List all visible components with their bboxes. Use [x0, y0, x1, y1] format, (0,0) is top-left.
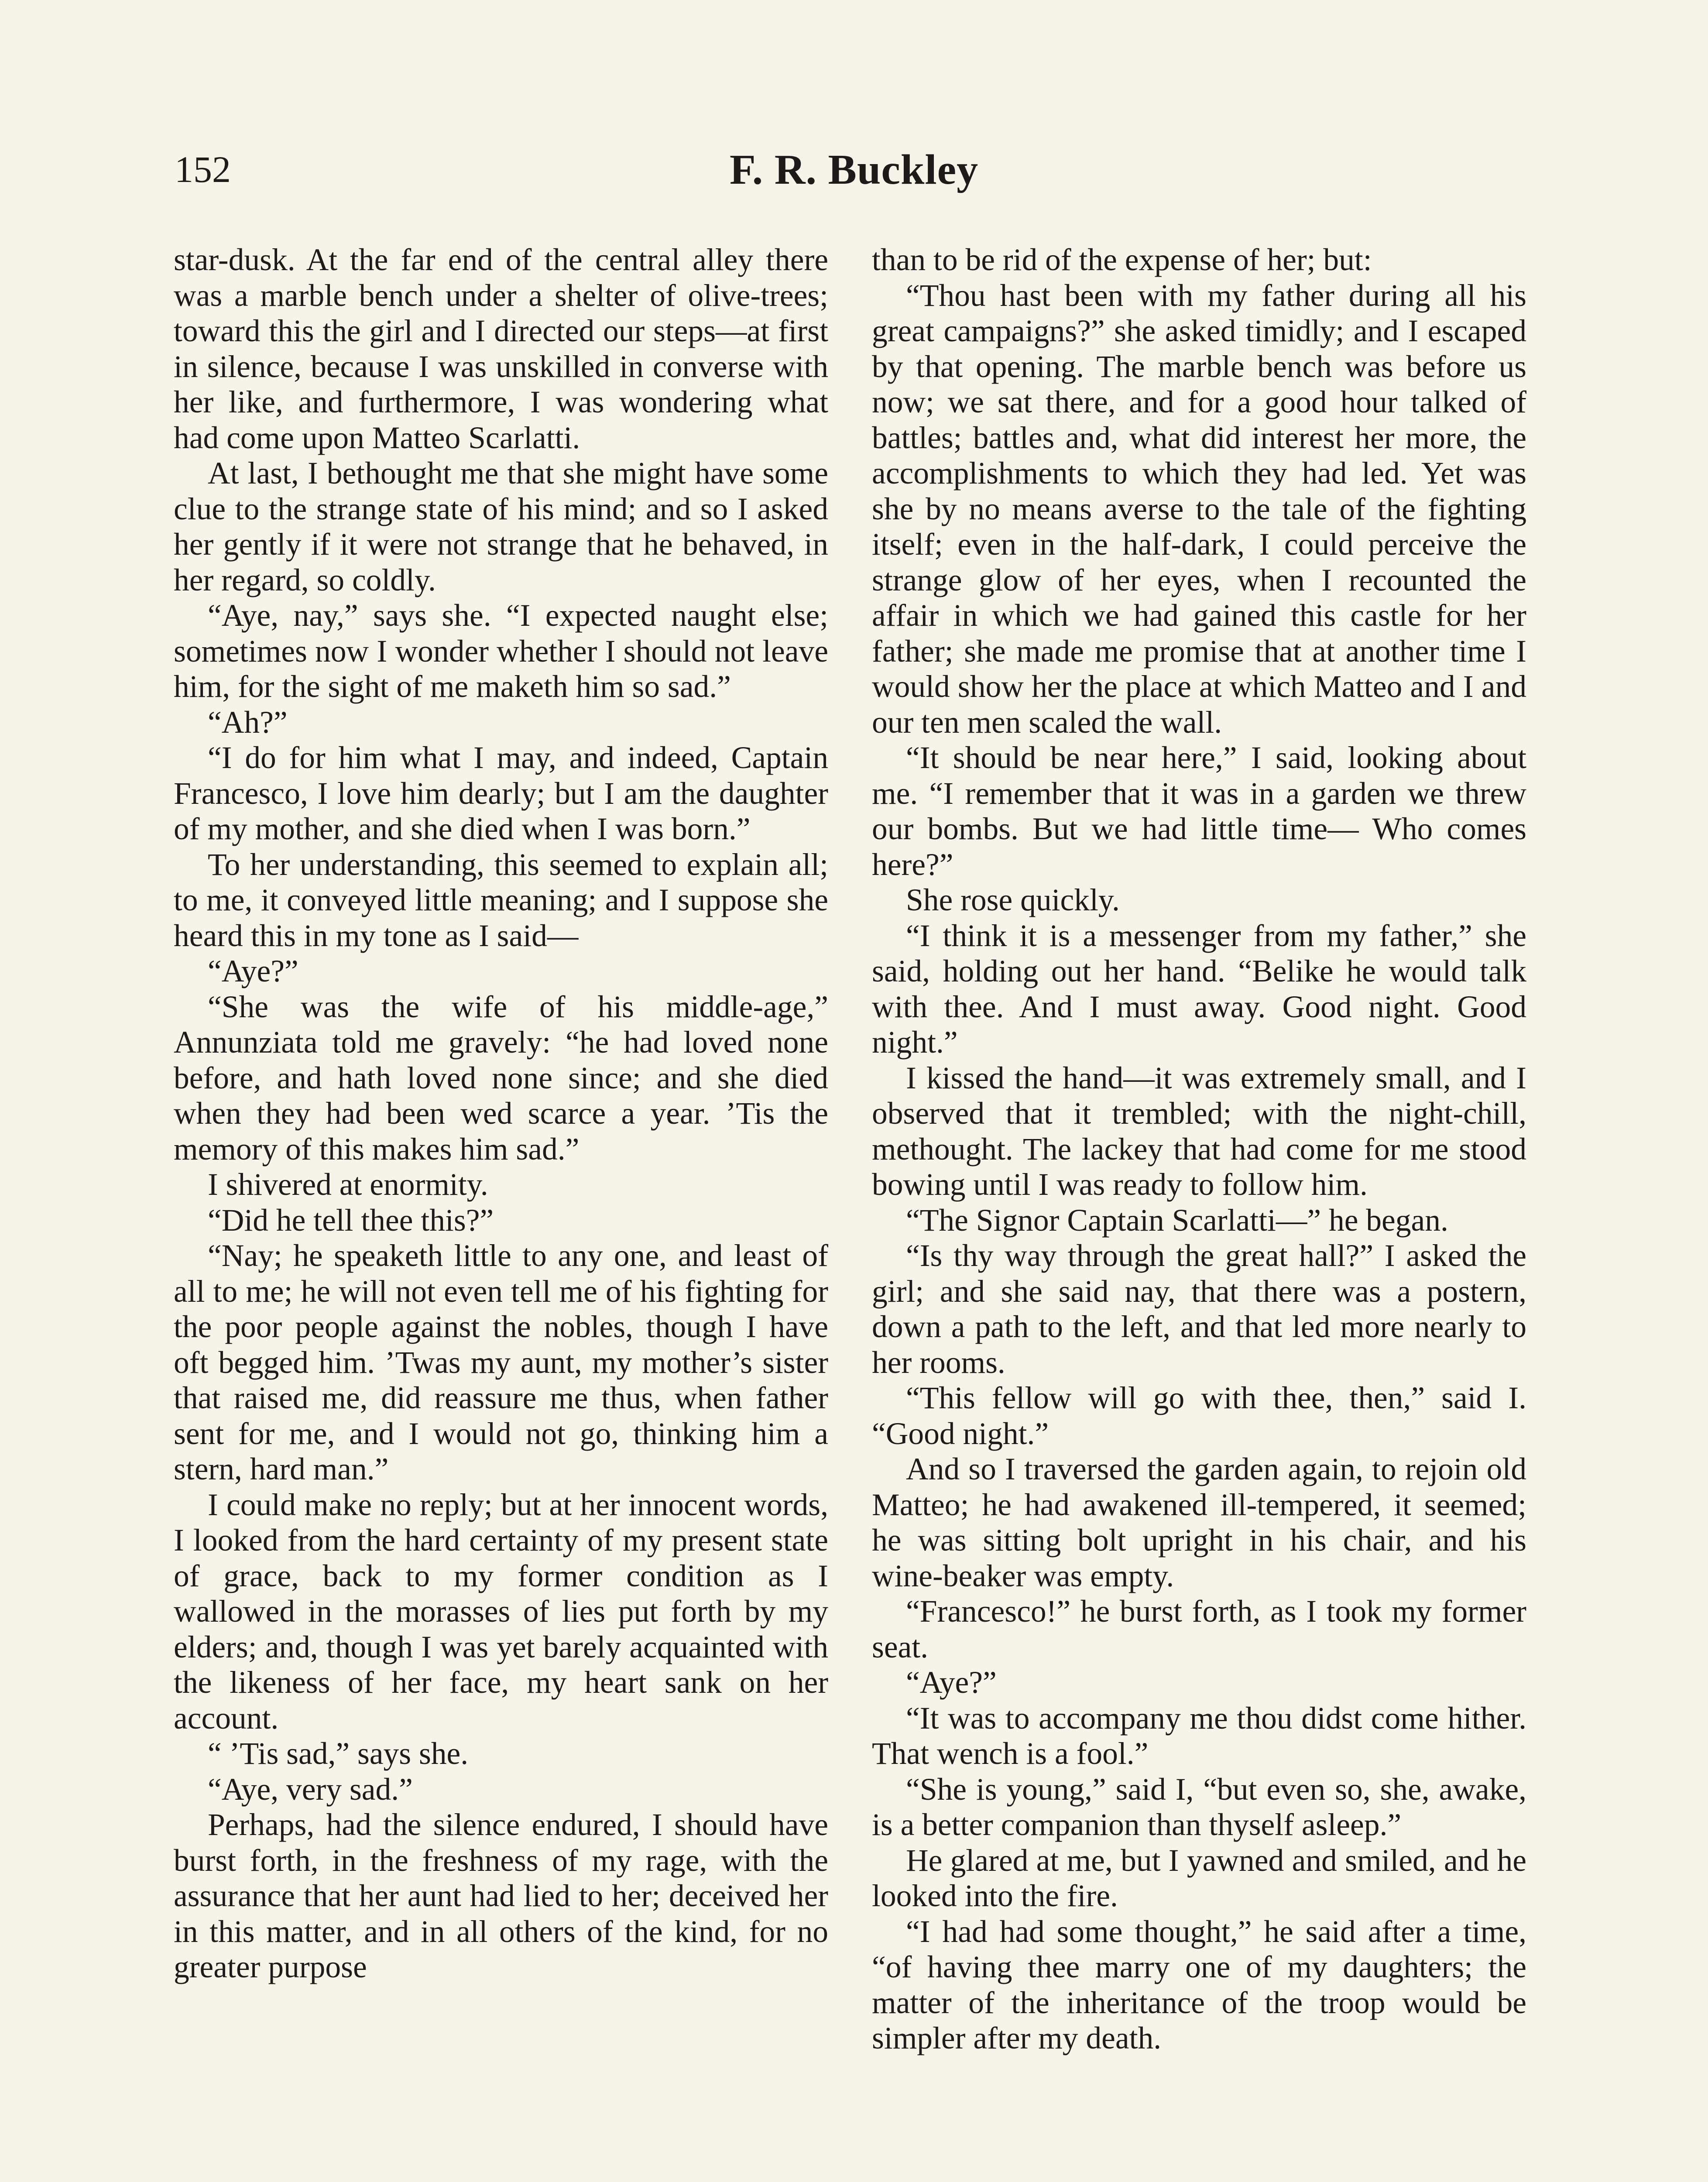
paragraph: He glared at me, but I yawned and smiled, and he looked into the fire.: [872, 1843, 1526, 1913]
paragraph: I could make no reply; but at her innocent words, I looked from the hard certainty of my present state of grace, back to my former condition as I wallowed in the morasses of lies put forth by my elders; and, though I was yet barely acquainted with the likeness of her face, my heart sank on her account.: [174, 1487, 828, 1736]
paragraph: I kissed the hand—it was extremely small, and I observed that it trembled; with the night-chill, methought. The lackey that had come for me stood bowing until I was ready to follow him.: [872, 1060, 1526, 1202]
paragraph: “Ah?”: [208, 705, 288, 740]
paragraph: “It was to accompany me thou didst come hither. That wench is a fool.”: [872, 1701, 1526, 1771]
paragraph: “Nay; he speaketh little to any one, and least of all to me; he will not even tell me of his fighting for the poor people against the nobles, though I have oft begged him. ’Twas my aunt, my mother’s sister that raised me, did reassure me thus, when father sent for me, and I would not go, thinking him a stern, hard man.”: [174, 1239, 828, 1486]
paragraph: “I had had some thought,” he said after a time, “of having thee marry one of my daughters; the matter of the inheritance of the troop would be simpler after my death.: [872, 1914, 1526, 2055]
paragraph: star-dusk. At the far end of the central alley there was a marble bench under a shelter of olive-trees; toward this the girl and I directed our steps—at first in silence, because I was unskilled in converse with her like, and furthermore, I was wondering what had come upon Matteo Scarlatti.: [174, 243, 828, 455]
paragraph: “She is young,” said I, “but even so, she, awake, is a better companion than thyself asleep.”: [872, 1772, 1526, 1842]
page-number: 152: [175, 148, 231, 190]
paragraph: “Did he tell thee this?”: [208, 1203, 494, 1238]
left-column: [174, 242, 828, 1985]
paragraph: “Francesco!” he burst forth, as I took my former seat.: [872, 1594, 1526, 1664]
paragraph: “Is thy way through the great hall?” I asked the girl; and she said nay, that there was a postern, down a path to the left, and that led more nearly to her rooms.: [872, 1239, 1526, 1380]
paragraph: “It should be near here,” I said, looking about me. “I remember that it was in a garden we threw our bombs. But we had little time— Who comes here?”: [872, 741, 1526, 882]
paragraph: “I think it is a messenger from my father,” she said, holding out her hand. “Belike he would talk with thee. And I must away. Good night. Good night.”: [872, 918, 1526, 1060]
paragraph: She rose quickly.: [906, 883, 1120, 917]
paragraph: “The Signor Captain Scarlatti—” he began.: [906, 1203, 1448, 1238]
paragraph: To her understanding, this seemed to explain all; to me, it conveyed little meaning; and I suppose she heard this in my tone as I said—: [174, 847, 828, 953]
right-column: [872, 242, 1526, 2056]
paragraph: And so I traversed the garden again, to rejoin old Matteo; he had awakened ill-tempered, it seemed; he was sitting bolt upright in his chair, and his wine-beaker was empty.: [872, 1452, 1526, 1593]
paragraph: “Aye, very sad.”: [208, 1772, 413, 1807]
paragraph: “Aye?”: [906, 1665, 997, 1700]
paragraph: “This fellow will go with thee, then,” said I. “Good night.”: [872, 1381, 1526, 1451]
paragraph: “Aye?”: [208, 954, 298, 988]
paragraph: “ ’Tis sad,” says she.: [208, 1736, 469, 1771]
paragraph: “Thou hast been with my father during all his great campaigns?” she asked timidly; and I escaped by that opening. The marble bench was before us now; we sat there, and for a good hour talked of battles; battles and, what did interest her more, the accomplishments to which they had led. Yet was she by no means averse to the tale of the fighting itself; even in the half-dark, I could perceive the strange glow of her eyes, when I recounted the affair in which we had gained this castle for her father; she made me promise that at another time I would show her the place at which Matteo and I and our ten men scaled the wall.: [872, 278, 1526, 740]
paragraph: Perhaps, had the silence endured, I should have burst forth, in the freshness of my rage, with the assurance that her aunt had lied to her; deceived her in this matter, and in all others of the kind, for no greater purpose: [174, 1808, 828, 1984]
paragraph: At last, I bethought me that she might have some clue to the strange state of his mind; and so I asked her gently if it were not strange that he behaved, in her regard, so coldly.: [174, 456, 828, 597]
paragraph: “Aye, nay,” says she. “I expected naught else; sometimes now I wonder whether I should not leave him, for the sight of me maketh him so sad.”: [174, 598, 828, 704]
paragraph: I shivered at enormity.: [208, 1167, 488, 1202]
running-head-author: F. R. Buckley: [729, 146, 979, 193]
paragraph: “I do for him what I may, and indeed, Captain Francesco, I love him dearly; but I am the daughter of my mother, and she died when I was born.”: [174, 741, 828, 846]
paragraph: “She was the wife of his middle-age,” Annunziata told me gravely: “he had loved none before, and hath loved none since; and she died when they had been wed scarce a year. ’Tis the memory of this makes him sad.”: [174, 989, 828, 1166]
paragraph: than to be rid of the expense of her; but:: [872, 243, 1372, 277]
